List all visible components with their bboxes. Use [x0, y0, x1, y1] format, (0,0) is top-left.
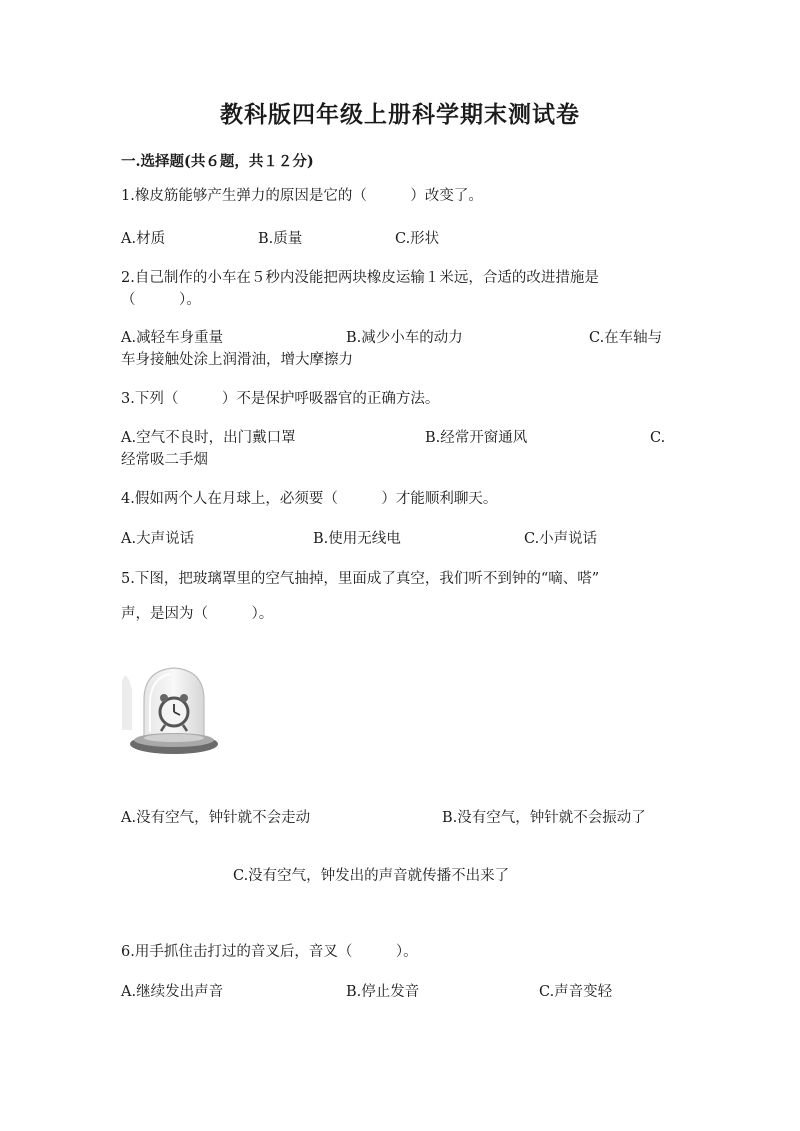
q2-option-a: A.减轻车身重量	[121, 330, 224, 346]
q4-option-b: B.使用无线电	[313, 531, 401, 547]
q3-option-a: A.空气不良时，出门戴口罩	[121, 430, 296, 446]
question-3-stem: 3.下列（ ）不是保护呼吸器官的正确方法。	[121, 391, 440, 407]
question-5-stem-cont: 声，是因为（ ）。	[121, 606, 274, 622]
section-heading: 一.选择题(共６题，共１２分)	[121, 153, 314, 170]
q6-option-c: C.声音变轻	[539, 984, 613, 1000]
question-4-stem: 4.假如两个人在月球上，必须要（ ）才能顺利聊天。	[121, 491, 498, 507]
q3-option-c-cont: 经常吸二手烟	[121, 452, 208, 468]
question-6-stem: 6.用手抓住击打过的音叉后，音叉（ ）。	[121, 944, 418, 960]
q2-option-c-cont: 车身接触处涂上润滑油，增大摩擦力	[121, 352, 353, 368]
q6-option-a: A.继续发出声音	[121, 984, 224, 1000]
q6-option-b: B.停止发音	[346, 984, 420, 1000]
q5-option-a: A.没有空气，钟针就不会走动	[121, 810, 311, 826]
q1-option-c: C.形状	[395, 231, 440, 247]
question-5-stem: 5.下图，把玻璃罩里的空气抽掉，里面成了真空，我们听不到钟的“嘀、嗒”	[121, 571, 600, 587]
q5-option-c: C.没有空气，钟发出的声音就传播不出来了	[233, 868, 510, 884]
q2-option-b: B.减少小车的动力	[346, 330, 463, 346]
page-title: 教科版四年级上册科学期末测试卷	[220, 101, 580, 128]
question-2-stem-cont: （ ）。	[121, 292, 201, 308]
q4-option-a: A.大声说话	[121, 531, 195, 547]
q5-option-b: B.没有空气，钟针就不会振动了	[442, 810, 646, 826]
q3-option-c: C.	[650, 430, 666, 446]
q4-option-c: C.小声说话	[524, 531, 598, 547]
q2-option-c: C.在车轴与	[589, 330, 663, 346]
q3-option-b: B.经常开窗通风	[425, 430, 528, 446]
q1-option-b: B.质量	[258, 231, 303, 247]
q1-option-a: A.材质	[121, 231, 166, 247]
bell-jar-clock-illustration	[120, 660, 220, 760]
question-2-stem: 2.自己制作的小车在５秒内没能把两块橡皮运输１米远，合适的改进措施是	[121, 270, 599, 286]
question-1-stem: 1.橡皮筋能够产生弹力的原因是它的（ ）改变了。	[121, 188, 483, 204]
